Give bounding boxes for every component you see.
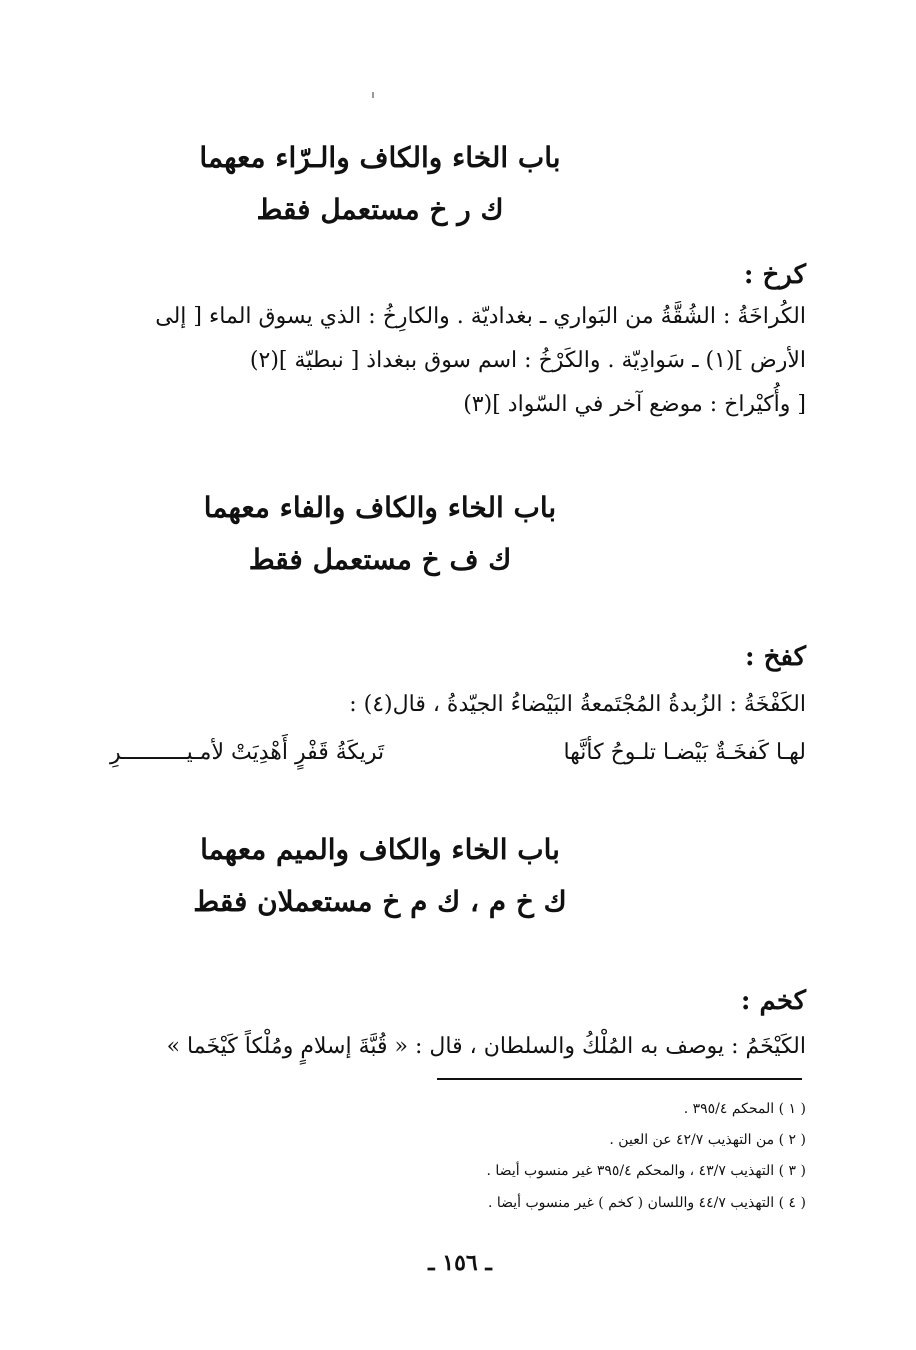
footnote: ( ١ ) المحكم ٣٩٥/٤ .: [683, 1101, 806, 1117]
body-line: الكَفْخَةُ : الزُبدةُ المُجْتَمعةُ البَيْضاءُ الجيّدةُ ، قال(٤) :: [349, 692, 806, 717]
verse-second-hemistich: تَريكَةُ قَفْرٍ أَهْدِيَتْ لأمـيــــــــــرِ: [110, 740, 385, 765]
section-subheading: ك ر خ مستعمل فقط: [256, 193, 504, 226]
section-heading: باب الخاء والكاف والفاء معهما: [203, 491, 557, 524]
entry-headword: كخم :: [740, 986, 806, 1016]
page-number: ـ ١٥٦ ـ: [428, 1250, 492, 1276]
entry-headword: كرخ :: [743, 260, 806, 290]
section-heading: باب الخاء والكاف والـرّاء معهما: [199, 141, 561, 174]
body-line: الكَيْخَمُ : يوصف به المُلْكُ والسلطان ، قال : « قُبَّةَ إسلامٍ ومُلْكاً كَيْخَما »: [166, 1034, 806, 1059]
scan-mark: [372, 92, 374, 98]
body-line: الأرض ](١) ـ سَوادِيّة . والكَرْخُ : اسم سوق ببغداذ [ نبطيّة ](٢): [249, 348, 806, 373]
section-subheading: ك ف خ مستعمل فقط: [248, 543, 512, 576]
poetry-verse: [110, 736, 806, 770]
entry-headword: كفخ :: [745, 642, 806, 672]
section-subheading: ك خ م ، ك م خ مستعملان فقط: [193, 885, 567, 918]
body-line: [ وأُكيْراخ : موضع آخر في السّواد ](٣): [463, 392, 806, 417]
body-line: الكُراخَةُ : الشُقَّةُ من البَواري ـ بغداديّة . والكارِخُ : الذي يسوق الماء [ إلى: [155, 304, 806, 329]
section-heading: باب الخاء والكاف والميم معهما: [200, 833, 560, 866]
footnote: ( ٢ ) من التهذيب ٤٢/٧ عن العين .: [609, 1132, 806, 1148]
footnote: ( ٤ ) التهذيب ٤٤/٧ واللسان ( كخم ) غير منسوب أيضا .: [487, 1195, 806, 1211]
footnote-divider: [437, 1078, 802, 1080]
verse-first-hemistich: لهـا كَفخَـةٌ بَيْضـا تلـوحُ كأنَّها: [563, 740, 806, 765]
footnote: ( ٣ ) التهذيب ٤٣/٧ ، والمحكم ٣٩٥/٤ غير منسوب أيضا .: [486, 1163, 806, 1179]
